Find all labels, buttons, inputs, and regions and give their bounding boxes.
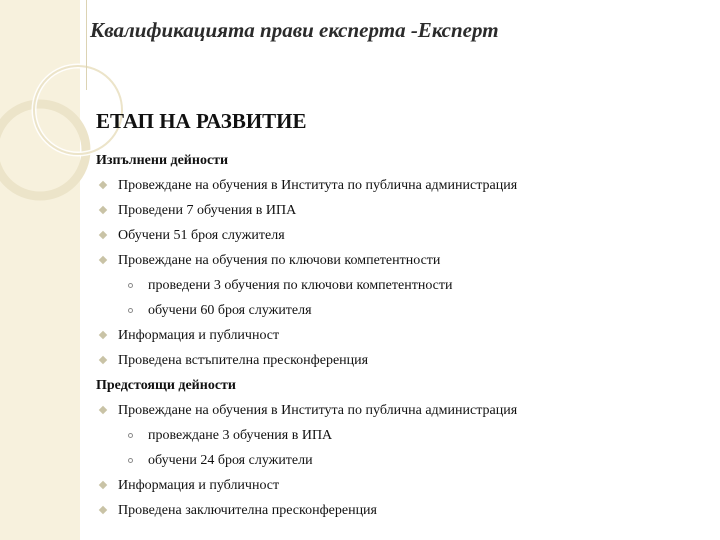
list-item-text: Информация и публичност	[118, 478, 280, 493]
list-item-text: Проведена встъпителна пресконференция	[118, 353, 369, 368]
list-item-text: обучени 60 броя служителя	[148, 303, 312, 318]
diamond-bullet-icon	[99, 181, 107, 189]
diamond-bullet-icon	[99, 331, 107, 339]
diamond-bullet-icon	[99, 506, 107, 514]
sub-list-item	[96, 448, 706, 473]
circle-bullet-icon	[128, 458, 133, 463]
list-item-text: провеждане 3 обучения в ИПА	[148, 428, 333, 443]
completed-activities-list	[96, 173, 706, 373]
list-item	[96, 498, 706, 523]
list-item-text: Информация и публичност	[118, 328, 280, 343]
list-item	[96, 248, 706, 273]
upcoming-activities-heading: Предстоящи дейности	[96, 378, 236, 393]
list-item-text: проведени 3 обучения по ключови компетентности	[148, 278, 453, 293]
list-item-text: Обучени 51 броя служителя	[118, 228, 285, 243]
slide-title: Квалификацията прави експерта -Експерт	[90, 18, 499, 42]
list-item	[96, 398, 706, 423]
list-item	[96, 348, 706, 373]
circle-bullet-icon	[128, 308, 133, 313]
list-item-text: Провеждане на обучения по ключови компетентности	[118, 253, 441, 268]
title-divider-line	[86, 0, 87, 90]
diamond-bullet-icon	[99, 256, 107, 264]
list-item-text: Проведени 7 обучения в ИПА	[118, 203, 297, 218]
list-item-text: Проведена заключителна пресконференция	[118, 503, 377, 518]
list-item	[96, 198, 706, 223]
upcoming-activities-list	[96, 398, 706, 523]
sub-list-item	[96, 298, 706, 323]
diamond-bullet-icon	[99, 231, 107, 239]
list-item-text: обучени 24 броя служители	[148, 453, 313, 468]
sub-list-item	[96, 273, 706, 298]
slide-content	[96, 108, 706, 523]
list-item	[96, 473, 706, 498]
diamond-bullet-icon	[99, 406, 107, 414]
completed-activities-heading: Изпълнени дейности	[96, 153, 229, 168]
list-item-text: Провеждане на обучения в Института по публична администрация	[118, 178, 518, 193]
section-heading: ЕТАП НА РАЗВИТИЕ	[96, 109, 307, 133]
list-item	[96, 323, 706, 348]
sub-list-item	[96, 423, 706, 448]
diamond-bullet-icon	[99, 481, 107, 489]
list-item	[96, 223, 706, 248]
list-item	[96, 173, 706, 198]
diamond-bullet-icon	[99, 356, 107, 364]
circle-bullet-icon	[128, 283, 133, 288]
diamond-bullet-icon	[99, 206, 107, 214]
circle-bullet-icon	[128, 433, 133, 438]
list-item-text: Провеждане на обучения в Института по публична администрация	[118, 403, 518, 418]
